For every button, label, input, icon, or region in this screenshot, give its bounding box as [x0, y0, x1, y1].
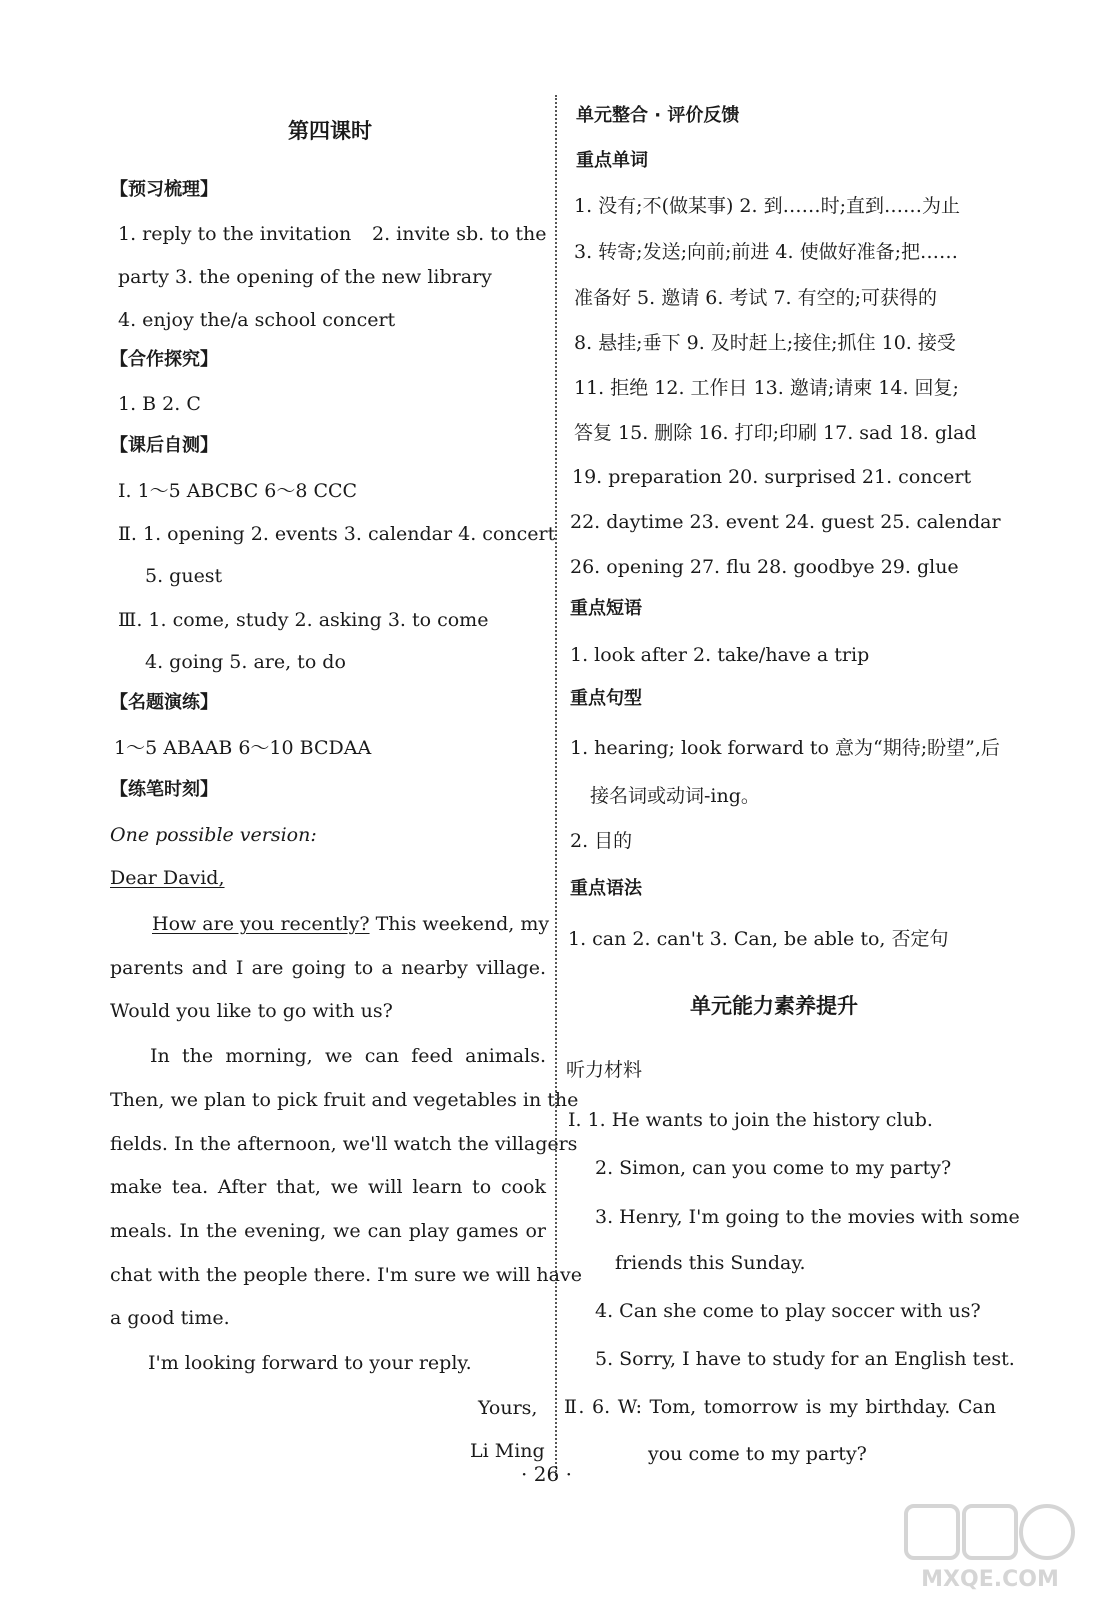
- self-test-III-b: 4. going 5. are, to do: [145, 651, 346, 673]
- possible-version: One possible version:: [110, 824, 317, 846]
- listening-line-1: Ⅰ. 1. He wants to join the history club.: [568, 1109, 933, 1131]
- p1-rest: This weekend, my: [369, 913, 550, 935]
- key-grammar-heading: 重点语法: [570, 878, 642, 899]
- letter-p2-line-7: a good time.: [110, 1307, 230, 1329]
- listening-line-5: 4. Can she come to play soccer with us?: [595, 1300, 981, 1322]
- preview-heading: 【预习梳理】: [110, 179, 218, 200]
- ability-title: 单元能力素养提升: [690, 994, 858, 1018]
- words-line-2: 3. 转寄;发送;向前;前进 4. 使做好准备;把……: [574, 241, 958, 263]
- words-line-7: 19. preparation 20. surprised 21. concert: [572, 466, 972, 488]
- words-line-9: 26. opening 27. flu 28. goodbye 29. glue: [570, 556, 959, 578]
- underlined-phrase: How are you recently?: [152, 913, 370, 935]
- sentences-line-3: 2. 目的: [570, 830, 633, 852]
- self-test-I: Ⅰ. 1～5 ABCBC 6～8 CCC: [118, 480, 358, 502]
- letter-p2-line-5: meals. In the evening, we can play games or: [110, 1220, 546, 1242]
- letter-signature: Li Ming: [470, 1440, 545, 1462]
- words-line-6: 答复 15. 删除 16. 打印;印刷 17. sad 18. glad: [574, 422, 977, 444]
- letter-p3: I'm looking forward to your reply.: [148, 1352, 472, 1374]
- listening-line-4: friends this Sunday.: [615, 1252, 806, 1274]
- coop-heading: 【合作探究】: [110, 349, 218, 370]
- words-line-4: 8. 悬挂;垂下 9. 及时赶上;接住;抓住 10. 接受: [574, 332, 956, 354]
- self-test-III-a: Ⅲ. 1. come, study 2. asking 3. to come: [118, 609, 489, 631]
- listening-line-7: Ⅱ. 6. W: Tom, tomorrow is my birthday. Can: [564, 1396, 996, 1418]
- watermark-logo: [902, 1502, 1077, 1592]
- lesson-title: 第四课时: [288, 119, 372, 143]
- listening-heading: 听力材料: [566, 1059, 643, 1081]
- letter-p1-line-3: Would you like to go with us?: [110, 1000, 393, 1022]
- letter-closing: Yours,: [478, 1397, 538, 1419]
- letter-salutation: Dear David,: [110, 867, 225, 889]
- listening-line-8: you come to my party?: [648, 1443, 867, 1465]
- letter-p2-line-1: In the morning, we can feed animals.: [150, 1045, 546, 1067]
- grammar-line: 1. can 2. can't 3. Can, be able to, 否定句: [568, 928, 949, 950]
- letter-p2-line-2: Then, we plan to pick fruit and vegetables in the: [110, 1089, 579, 1111]
- preview-line-1a: 1. reply to the invitation: [118, 223, 352, 245]
- key-phrases-heading: 重点短语: [570, 598, 642, 619]
- listening-line-3: 3. Henry, I'm going to the movies with some: [595, 1206, 1020, 1228]
- letter-p2-line-6: chat with the people there. I'm sure we will have: [110, 1264, 582, 1286]
- self-test-II-b: 5. guest: [145, 565, 223, 587]
- preview-line-1b: 2. invite sb. to the: [372, 223, 547, 245]
- key-words-heading: 重点单词: [576, 150, 648, 171]
- svg-text:MXQE.COM: MXQE.COM: [921, 1567, 1059, 1592]
- preview-line-3: 4. enjoy the/a school concert: [118, 309, 396, 331]
- phrases-line: 1. look after 2. take/have a trip: [570, 644, 870, 666]
- self-test-II-a: Ⅱ. 1. opening 2. events 3. calendar 4. concert: [118, 523, 556, 545]
- sentences-line-1: 1. hearing; look forward to 意为“期待;盼望”,后: [570, 737, 1000, 759]
- words-line-1: 1. 没有;不(做某事) 2. 到……时;直到……为止: [574, 195, 961, 217]
- words-line-3: 准备好 5. 邀请 6. 考试 7. 有空的;可获得的: [574, 287, 938, 309]
- words-line-5: 11. 拒绝 12. 工作日 13. 邀请;请柬 14. 回复;: [574, 377, 959, 399]
- letter-p1-line-1: [152, 911, 550, 937]
- words-line-8: 22. daytime 23. event 24. guest 25. calendar: [570, 511, 1001, 533]
- letter-p1-line-2: parents and I are going to a nearby village.: [110, 957, 546, 979]
- coop-line: 1. B 2. C: [118, 393, 201, 415]
- preview-line-2: party 3. the opening of the new library: [118, 266, 492, 288]
- letter-p2-line-3: fields. In the afternoon, we'll watch the villagers: [110, 1133, 578, 1155]
- letter-p2-line-4: make tea. After that, we will learn to cook: [110, 1176, 546, 1198]
- self-test-heading: 【课后自测】: [110, 435, 218, 456]
- famous-heading: 【名题演练】: [110, 692, 218, 713]
- unit-review-title: 单元整合 · 评价反馈: [576, 105, 740, 126]
- listening-line-2: 2. Simon, can you come to my party?: [595, 1157, 952, 1179]
- sentences-line-2: 接名词或动词-ing。: [590, 785, 760, 807]
- key-sentences-heading: 重点句型: [570, 688, 642, 709]
- page-number: · 26 ·: [521, 1462, 572, 1486]
- listening-line-6: 5. Sorry, I have to study for an English test.: [595, 1348, 1015, 1370]
- famous-line: 1～5 ABAAB 6～10 BCDAA: [114, 737, 372, 759]
- writing-heading: 【练笔时刻】: [110, 779, 218, 800]
